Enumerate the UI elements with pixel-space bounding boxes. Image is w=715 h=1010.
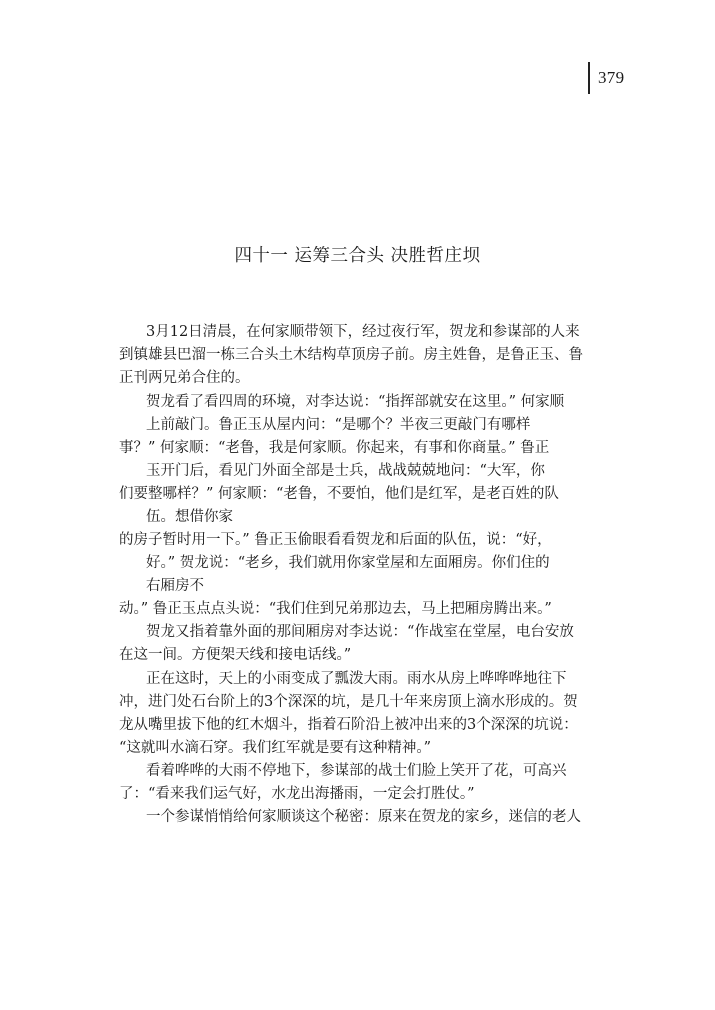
text-line: “这就叫水滴石穿。我们红军就是要有这种精神。”: [119, 740, 432, 756]
text-line: 看着哗哗的大雨不停地下，参谋部的战士们脸上笑开了花，可高兴: [146, 763, 567, 779]
text-line: 好。” 贺龙说：“老乡，我们就用你家堂屋和左面厢房。你们住的: [146, 555, 550, 571]
text-line: 动。” 鲁正玉点点头说：“我们住到兄弟那边去，马上把厢房腾出来。”: [119, 601, 552, 617]
text-line: 在这一间。方便架天线和接电话线。”: [119, 647, 352, 663]
text-line: 的房子暂时用一下。” 鲁正玉偷眼看看贺龙和后面的队伍，说：“好，: [119, 532, 552, 548]
text-line: 到镇雄县巴溜一栋三合头土木结构草顶房子前。房主姓鲁，是鲁正玉、鲁: [119, 347, 583, 363]
text-line: 贺龙又指着靠外面的那间厢房对李达说：“作战室在堂屋，电台安放: [146, 624, 574, 640]
text-line: 龙从嘴里拔下他的红木烟斗，指着石阶沿上被冲出来的3个深深的坑说：: [119, 717, 578, 733]
text-line: 正在这时，天上的小雨变成了瓢泼大雨。雨水从房上哗哗哗地往下: [146, 671, 567, 687]
text-line: 上前敲门。鲁正玉从屋内问：“是哪个？半夜三更敲门有哪样: [146, 417, 531, 433]
text-line: 冲，进门处石台阶上的3个深深的坑，是几十年来房顶上滴水形成的。贺: [119, 694, 578, 710]
text-line: 伍。想借你家: [146, 509, 233, 525]
text-line: 了：“看来我们运气好，水龙出海播雨，一定会打胜仗。”: [119, 786, 475, 802]
text-line: 一个参谋悄悄给何家顺谈这个秘密：原来在贺龙的家乡，迷信的老人: [146, 809, 581, 825]
page-number: 379: [598, 68, 625, 87]
text-line: 贺龙看了看四周的环境，对李达说：“指挥部就安在这里。” 何家顺: [146, 394, 565, 410]
text-line: 右厢房不: [146, 578, 204, 594]
text-line: 们要整哪样？” 何家顺：“老鲁，不要怕，他们是红军，是老百姓的队: [119, 486, 559, 502]
text-line: 3月12日清晨，在何家顺带领下，经过夜行军，贺龙和参谋部的人来: [146, 324, 580, 340]
text-line: 事？” 何家顺：“老鲁，我是何家顺。你起来，有事和你商量。” 鲁正: [119, 440, 550, 456]
text-line: 玉开门后，看见门外面全部是士兵，战战兢兢地问：“大军，你: [146, 463, 545, 479]
chapter-title: 四十一 运筹三合头 决胜哲庄坝: [234, 246, 481, 266]
text-line: 正刊两兄弟合住的。: [119, 370, 250, 386]
page-number-rule: [588, 62, 590, 94]
